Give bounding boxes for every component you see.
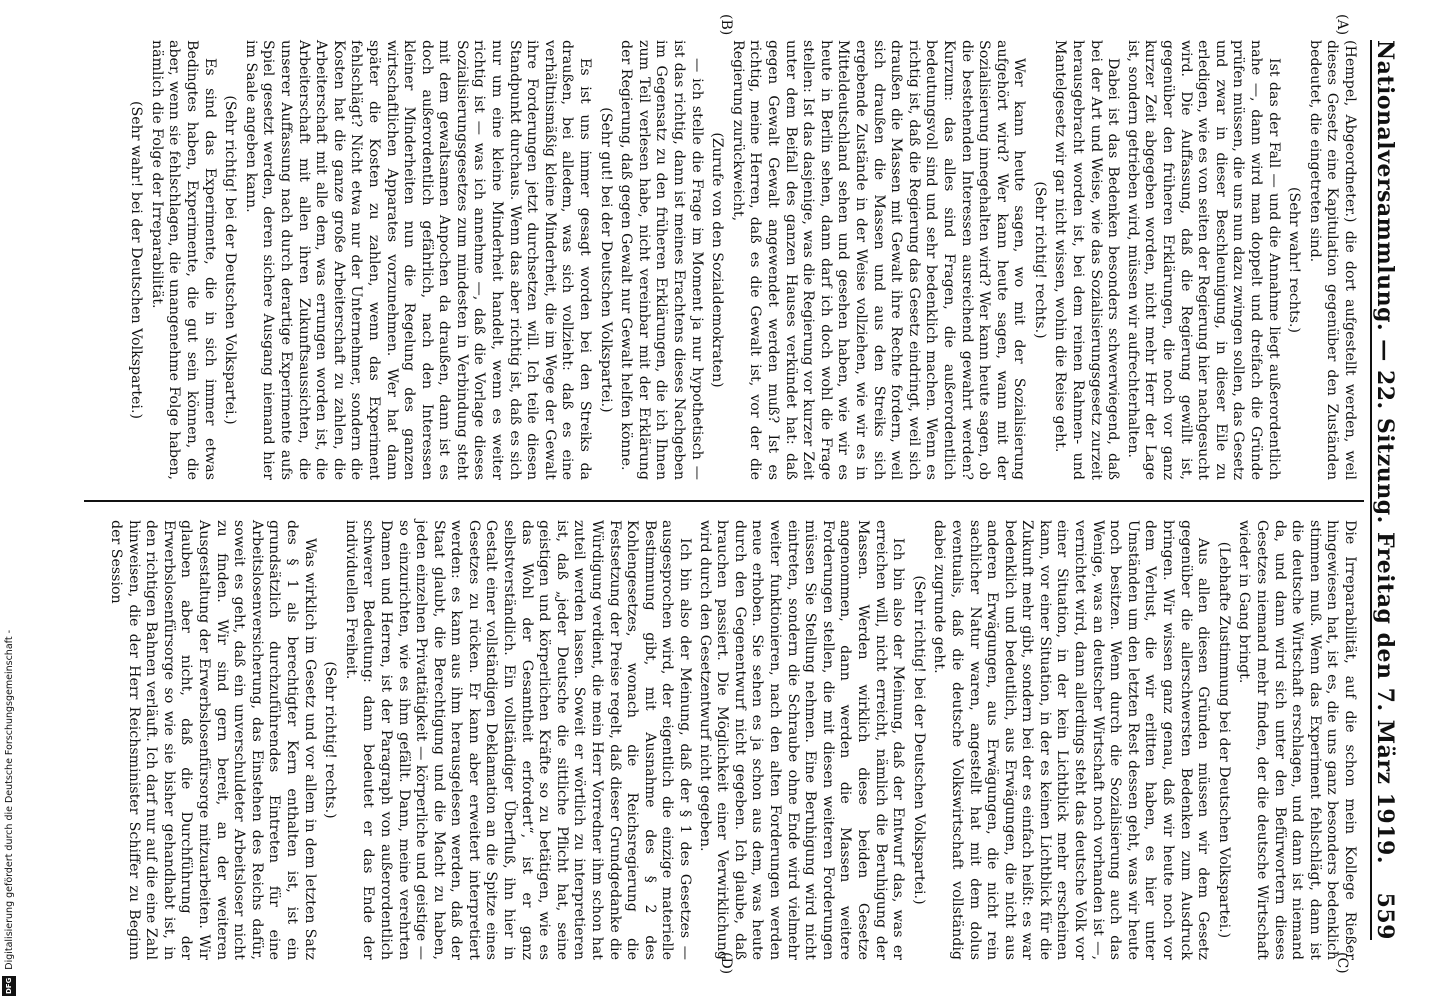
page-title: Nationalversammlung. — 22. Sitzung. Freitag den 7. März 1919. bbox=[1372, 40, 1398, 865]
interjection: (Sehr richtig! bei der Deutschen Volkspartei.) bbox=[910, 575, 927, 905]
digitization-credit bbox=[0, 0, 18, 1000]
paragraph: Ich bin also der Meinung, daß der Entwurf das, was er erreichen will, nicht erreicht, nämlich die Beruhigung der Massen. Werden wirklich diese beiden Gesetze angenommen, dann werden die Massen weitere Forderungen stellen, die mit diesen weiteren Forderungen müssen Sie Stellung nehmen. Eine Beruhigung wird nicht eintreten, sondern die Schraube ohne Ende wird vielmehr weiter funktionieren, nach den alten Forderungen werden neue erhoben. Sie sehen es ja schon aus dem, was heute durch den Gegenentwurf nicht gegeben. Ich glaube, daß brauchen passiert. Die Möglichkeit einer Verwirklichung wird durch den Gesetzentwurf nicht gegeben. bbox=[696, 520, 907, 960]
dfg-logo: DFG bbox=[2, 976, 16, 996]
interjection: (Sehr wahr! rechts.) bbox=[1286, 186, 1303, 334]
margin-mark-a: (A) bbox=[1334, 14, 1350, 36]
paragraph: (Hempel, Abgeordneter.) die dort aufgestellt werden, weil dieses Gesetz eine Kapitulation gegenüber den Zuständen bedeutet, die eingetreten sind. bbox=[1306, 40, 1358, 480]
margin-mark-b: (B) bbox=[718, 14, 734, 36]
paragraph: Was wirklich im Gesetz und vor allem in dem letzten Satz des § 1 als berechtigter Kern enthalten ist, ist ein grundsätzlich durchzuführendes Eintreten für eine Arbeitslosenversicherung, das Einstehen des Reichs dafür, soweit es geht, daß ein unverschuldeter Arbeitsloser nicht zu finden. Wir sind gern bereit, an der weiteren Ausgestaltung der Erwerbslosenfürsorge mitzuarbeiten. Wir glauben aber nicht, daß die Durchführung der Erwerbslosenfürsorge so wie sie bisher gehandhabt ist, in den richtigen Bahnen verläuft. Ich darf nur auf die eine Zahl hinweisen, die der Herr Reichsminister Schiffer zu Beginn der Session bbox=[108, 520, 318, 960]
interjection: (Sehr wahr! bei der Deutschen Volkspartei.) bbox=[128, 100, 145, 420]
interjection: (Lebhafte Zustimmung bei der Deutschen Volkspartei.) bbox=[1215, 541, 1232, 939]
page-number: 559 bbox=[1372, 892, 1398, 940]
paragraph: Es ist uns immer gesagt worden bei den Streiks da draußen, bei alledem, was sich vollzieht: daß es eine verhältnismäßig kleine Minderheit, die im Wege der Gewalt ihre Forderungen jetzt durchsetzen will. Ich teile diesen Standpunkt durchaus. Wenn das aber richtig ist, daß es sich nur um eine kleine Minderheit handelt, wenn es weiter richtig ist — was ich annehme —, daß die Vorlage dieses Sozialisierungsgesetzes zum mindesten in Verbindung steht mit dem gewaltsamen Anpochen da draußen, dann ist es doch außerordentlich gefährlich, nach den Interessen kleiner Minderheiten nun die Regelung des ganzen wirtschaftlichen Apparates vorzunehmen. Wer hat dann später die Kosten zu zahlen, wenn das Experiment fehlschlägt? Nicht etwa nur der Unternehmer, sondern die Kosten hat die ganze große Arbeiterschaft zu zahlen, die Arbeiterschaft mit alle dem, was errungen worden ist, die Arbeiterschaft mit allen ihren Zukunftsaussichten, die unserer Auffassung nach durch derartige Experimente aufs Spiel gesetzt werden, deren sichere Ausgang niemand hier im Saale angeben kann. bbox=[242, 40, 594, 480]
margin-mark-c: (C) bbox=[1334, 952, 1350, 974]
page-header bbox=[1370, 40, 1412, 940]
interjection: (Zurufe von den Sozialdemokraten) bbox=[709, 132, 726, 388]
margin-mark-d: (D) bbox=[718, 952, 734, 975]
paragraph: Ich bin also der Meinung, daß der § 1 des Gesetzes — ausgesprochen wird, der eigentlich die einzige materielle Bestimmung gibt, mit Ausnahme des § 2 des Kohlengesetzes, wonach die Reichsregierung die Festsetzung der Preise regelt, daß dieser Grundgedanke die Würdigung verdient, die mein Herr Vorredner ihm schon hat zuteil werden lassen. Soweit er wörtlich zu interpretieren ist, daß „jeder Deutsche die sittliche Pflicht hat, seine geistigen und körperlichen Kräfte so zu betätigen, wie es das Wohl der Gesamtheit erfordert“, ist er ganz selbstverständlich. Ein vollständiger Überfluß, ihn hier in Gestalt einer vollständigen Deklamation an die Spitze eines Gesetzes zu rücken. Er kann aber erweitert interpretiert werden: es kann aus ihm herausgelesen werden, daß der Staat glaubt, die Berechtigung und die Macht zu haben, jeden einzelnen Privattätigkeit — körperliche und geistige — so einzurichten, wie es ihm gefällt. Dann, meine verehrten Damen und Herren, ist der Paragraph von außerordentlich schwerer Bedeutung: dann bedeutet er das Ende der individuellen Freiheit. bbox=[342, 520, 694, 960]
column-divider bbox=[84, 500, 1364, 502]
interjection: (Sehr richtig! rechts.) bbox=[322, 661, 339, 819]
right-column bbox=[104, 520, 1358, 960]
paragraph: Aus allen diesen Gründen müssen wir dem Gesetz gegenüber die allerschwersten Bedenken zum Ausdruck bringen. Wir wissen ganz genau, daß wir heute noch vor dem Verlust, die wir erlitten haben, es hier unter Umständen um den letzten Rest dessen geht, was wir heute noch besitzen. Wenn durch die Sozialisierung auch das Wenige, was an deutscher Wirtschaft noch vorhanden ist —, vernichtet wird, dann allerdings steht das deutsche Volk vor einer Situation, in der kein Lichtblick mehr erscheinen kann, vor einer Situation, in der es keinen Lichtblick für die Zukunft mehr gibt, sondern bei der es einfach heißt: es war bedenklich und bedeutlich, aus Erwägungen, die nicht aus anderen Erwägungen, aus Erwägungen, die nicht rein sachlicher Natur waren, angestellt hat mit dem dolus eventualis, daß die deutsche Volkswirtschaft vollständig dabei zugrunde geht. bbox=[931, 520, 1212, 960]
paragraph: — ich stelle die Frage im Moment ja nur hypothetisch — ist das richtig, dann ist meines Erachtens dieses Nachgeben im Gegensatz zu den früheren Erklärungen, die ich Ihnen zum Teil verlesen habe, nicht vereinbar mit der Erklärung der Regierung, daß gegen Gewalt nur Gewalt helfen könne. bbox=[618, 40, 705, 480]
interjection: (Sehr richtig! rechts.) bbox=[1031, 181, 1048, 339]
credit-text: Digitalisierung gefördert durch die Deutsche Forschungsgemeinschaft - bbox=[3, 630, 15, 970]
paragraph: Wer kann heute sagen, wo mit der Sozialisierung aufgehört wird? Wer kann heute sagen, wann mit der Sozialisierung innegehalten wird? Wer kann heute sagen, ob die bestehenden Interessen ausreichend gewahrt werden? Kurzum: das alles sind Fragen, die außerordentlich bedeutungsvoll sind und sehr bedenklich machen. Wenn es richtig ist, daß die Regierung das Gesetz eindringt, weil sich draußen die Massen mit Gewalt ihre Rechte fordern, weil sich draußen die Massen und aus den Streiks sich ergebende Zustände in der Weise vollziehen, wie wir es in Mitteldeutschland sehen und gesehen haben, wie wir es heute in Berlin sehen, dann darf ich doch wohl die Frage stellen: Ist das dasjenige, was die Regierung vor kurzer Zeit unter dem Beifall des ganzen Hauses verkündet hat: daß gegen Gewalt Gewalt angewendet werden muß? Ist es richtig, meine Herren, daß es die Gewalt ist, vor der die Regierung zurückweicht, bbox=[729, 40, 1028, 480]
paragraph: Die Irreparabilität, auf die schon mein Kollege Rießer hingewiesen hat, ist es, die uns ganz besonders bedenklich stimmen muß. Wenn das Experiment fehlschlägt, dann ist die deutsche Wirtschaft erschlagen, und dann ist niemand da, und dann wird sich unter den Befürwortern dieses Gesetzes niemand mehr finden, der die deutsche Wirtschaft wieder in Gang bringt. bbox=[1236, 520, 1358, 960]
interjection: (Sehr richtig! bei der Deutschen Volkspartei.) bbox=[222, 95, 239, 425]
left-column bbox=[124, 40, 1358, 480]
paragraph: Dabei ist das Bedenken besonders schwerwiegend, daß bei der Art und Weise, wie das Sozialisierungsgesetz zurzeit herausgebracht worden ist, bei dem reinen Rahmen- und Mantelgesetz wir gar nicht wissen, wohin die Reise geht. bbox=[1052, 40, 1122, 480]
interjection: (Sehr gut! bei der Deutschen Volkspartei.) bbox=[597, 107, 614, 413]
paragraph: Es sind das Experimente, die in sich immer etwas Bedingtes haben, Experimente, die gut sein können, die aber, wenn sie fehlschlagen, die unangenehme Folge haben, nämlich die Folge der Irreparabilität. bbox=[148, 40, 218, 480]
paragraph: Ist das der Fall — und die Annahme liegt außerordentlich nahe —, dann wird man doppelt und dreifach die Gründe prüfen müssen, die uns nun dazu zwingen sollen, das Gesetz und zwar in dieser Beschleunigung, in dieser Eile zu erledigen, wie es von seiten der Regierung hier nachgesucht wird. Die Auffassung, daß die Regierung gewillt ist, gegenüber den früheren Erklärungen, die noch vor ganz kurzer Zeit abgegeben worden, nicht mehr Herr der Lage ist, sondern getrieben wird, müssen wir aufrechterhalten. bbox=[1124, 40, 1282, 480]
